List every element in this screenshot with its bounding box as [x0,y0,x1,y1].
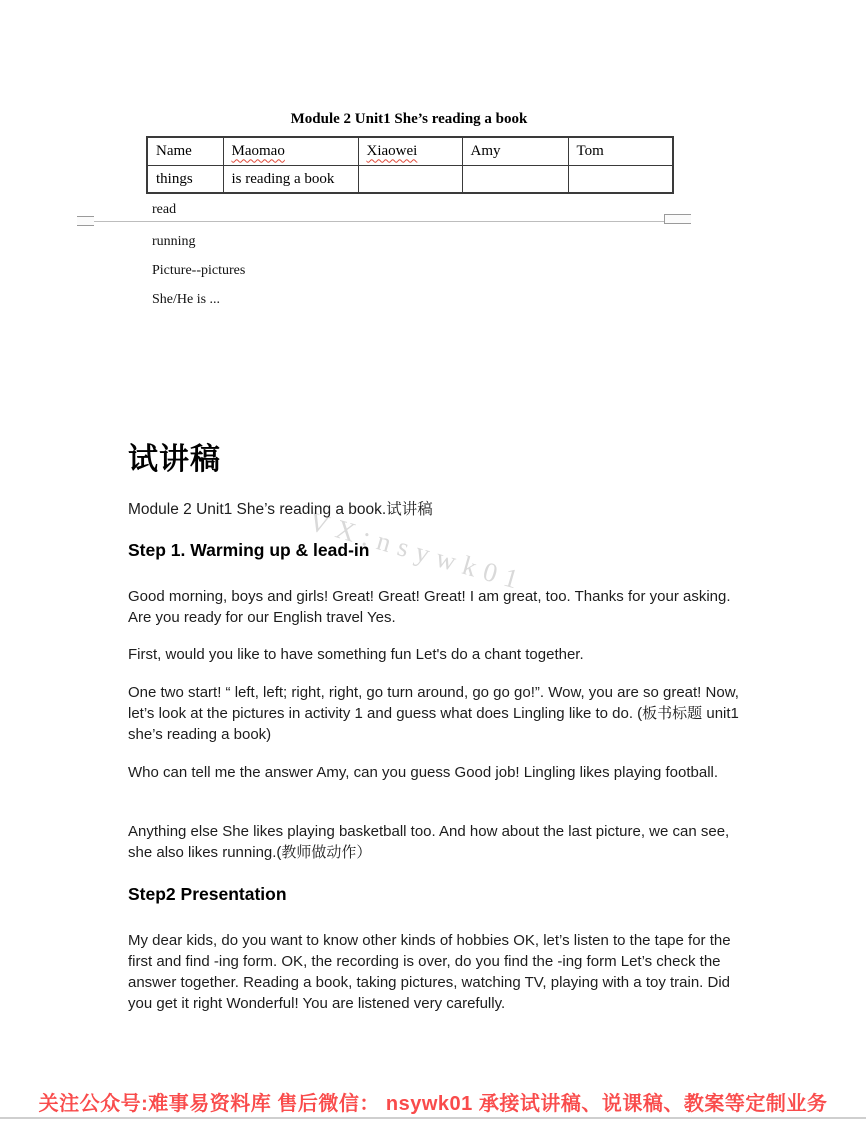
table-cell [568,137,673,165]
table-cell [358,137,462,165]
cell-text: Amy [470,143,501,160]
footer-banner [0,1085,866,1117]
cell-text: Maomao [231,143,285,160]
section-heading-step1: Step 1. Warming up & lead-in [128,540,370,560]
cell-text: Name [156,143,192,160]
cell-text: Xiaowei [366,143,418,160]
table-cell [462,137,568,165]
table-cell [147,165,223,193]
word-list-item: read [152,202,177,217]
table-row [147,137,673,165]
table-cell [568,165,673,193]
page-separator-right-handle [664,214,691,224]
footer-banner-text: 关注公众号:难事易资料库 售后微信： nsywk01 承接试讲稿、说课稿、教案等定制业务 [38,1092,828,1115]
cell-text: is reading a book [231,170,335,187]
section-heading-step2: Step2 Presentation [128,884,287,904]
cell-text: Tom [576,143,604,160]
table-cell [358,165,462,193]
table-cell [223,137,358,165]
paragraph: One two start! “ left, left; right, right, go turn around, go go go!”. Wow, you are so great! Now, let’s look at the pictures in activity 1 and guess what does Lingling like to do. (板书标题 unit1 she’s reading a book) [128,684,739,743]
page-separator-line [90,221,670,222]
watermark-text: VX:nsywk01 [305,506,530,597]
paragraph: Good morning, boys and girls! Great! Great! Great! I am great, too. Thanks for your asking. Are you ready for our English travel Yes. [128,588,731,626]
page-separator-left-handle [77,216,94,226]
lesson-title: Module 2 Unit1 She’s reading a book [290,111,528,127]
paragraph: Who can tell me the answer Amy, can you guess Good job! Lingling likes playing football. [128,764,719,781]
script-title-heading: 试讲稿 [128,443,221,476]
word-list-item: Picture--pictures [152,263,246,278]
paragraph: Anything else She likes playing basketball too. And how about the last picture, we can see, she also likes running.(教师做动作） [128,823,730,861]
script-subtitle: Module 2 Unit1 She’s reading a book.试讲稿 [128,501,433,518]
word-list-item: She/He is ... [152,292,221,307]
page-bottom-edge [0,1117,866,1119]
table-cell [223,165,358,193]
paragraph: My dear kids, do you want to know other kinds of hobbies OK, let’s listen to the tape for the first and find -ing form. OK, the recording is over, do you find the -ing form Let’s check the answer together. Reading a book, taking pictures, watching TV, playing with a toy train. Did you get it right Wonderful! You are listened very carefully. [128,932,731,1012]
word-list-item: running [152,234,196,249]
table-row [147,165,673,193]
paragraph: First, would you like to have something fun Let's do a chant together. [128,646,584,663]
table-cell [147,137,223,165]
cell-text: things [156,170,193,187]
vocab-table [146,136,674,194]
table-cell [462,165,568,193]
